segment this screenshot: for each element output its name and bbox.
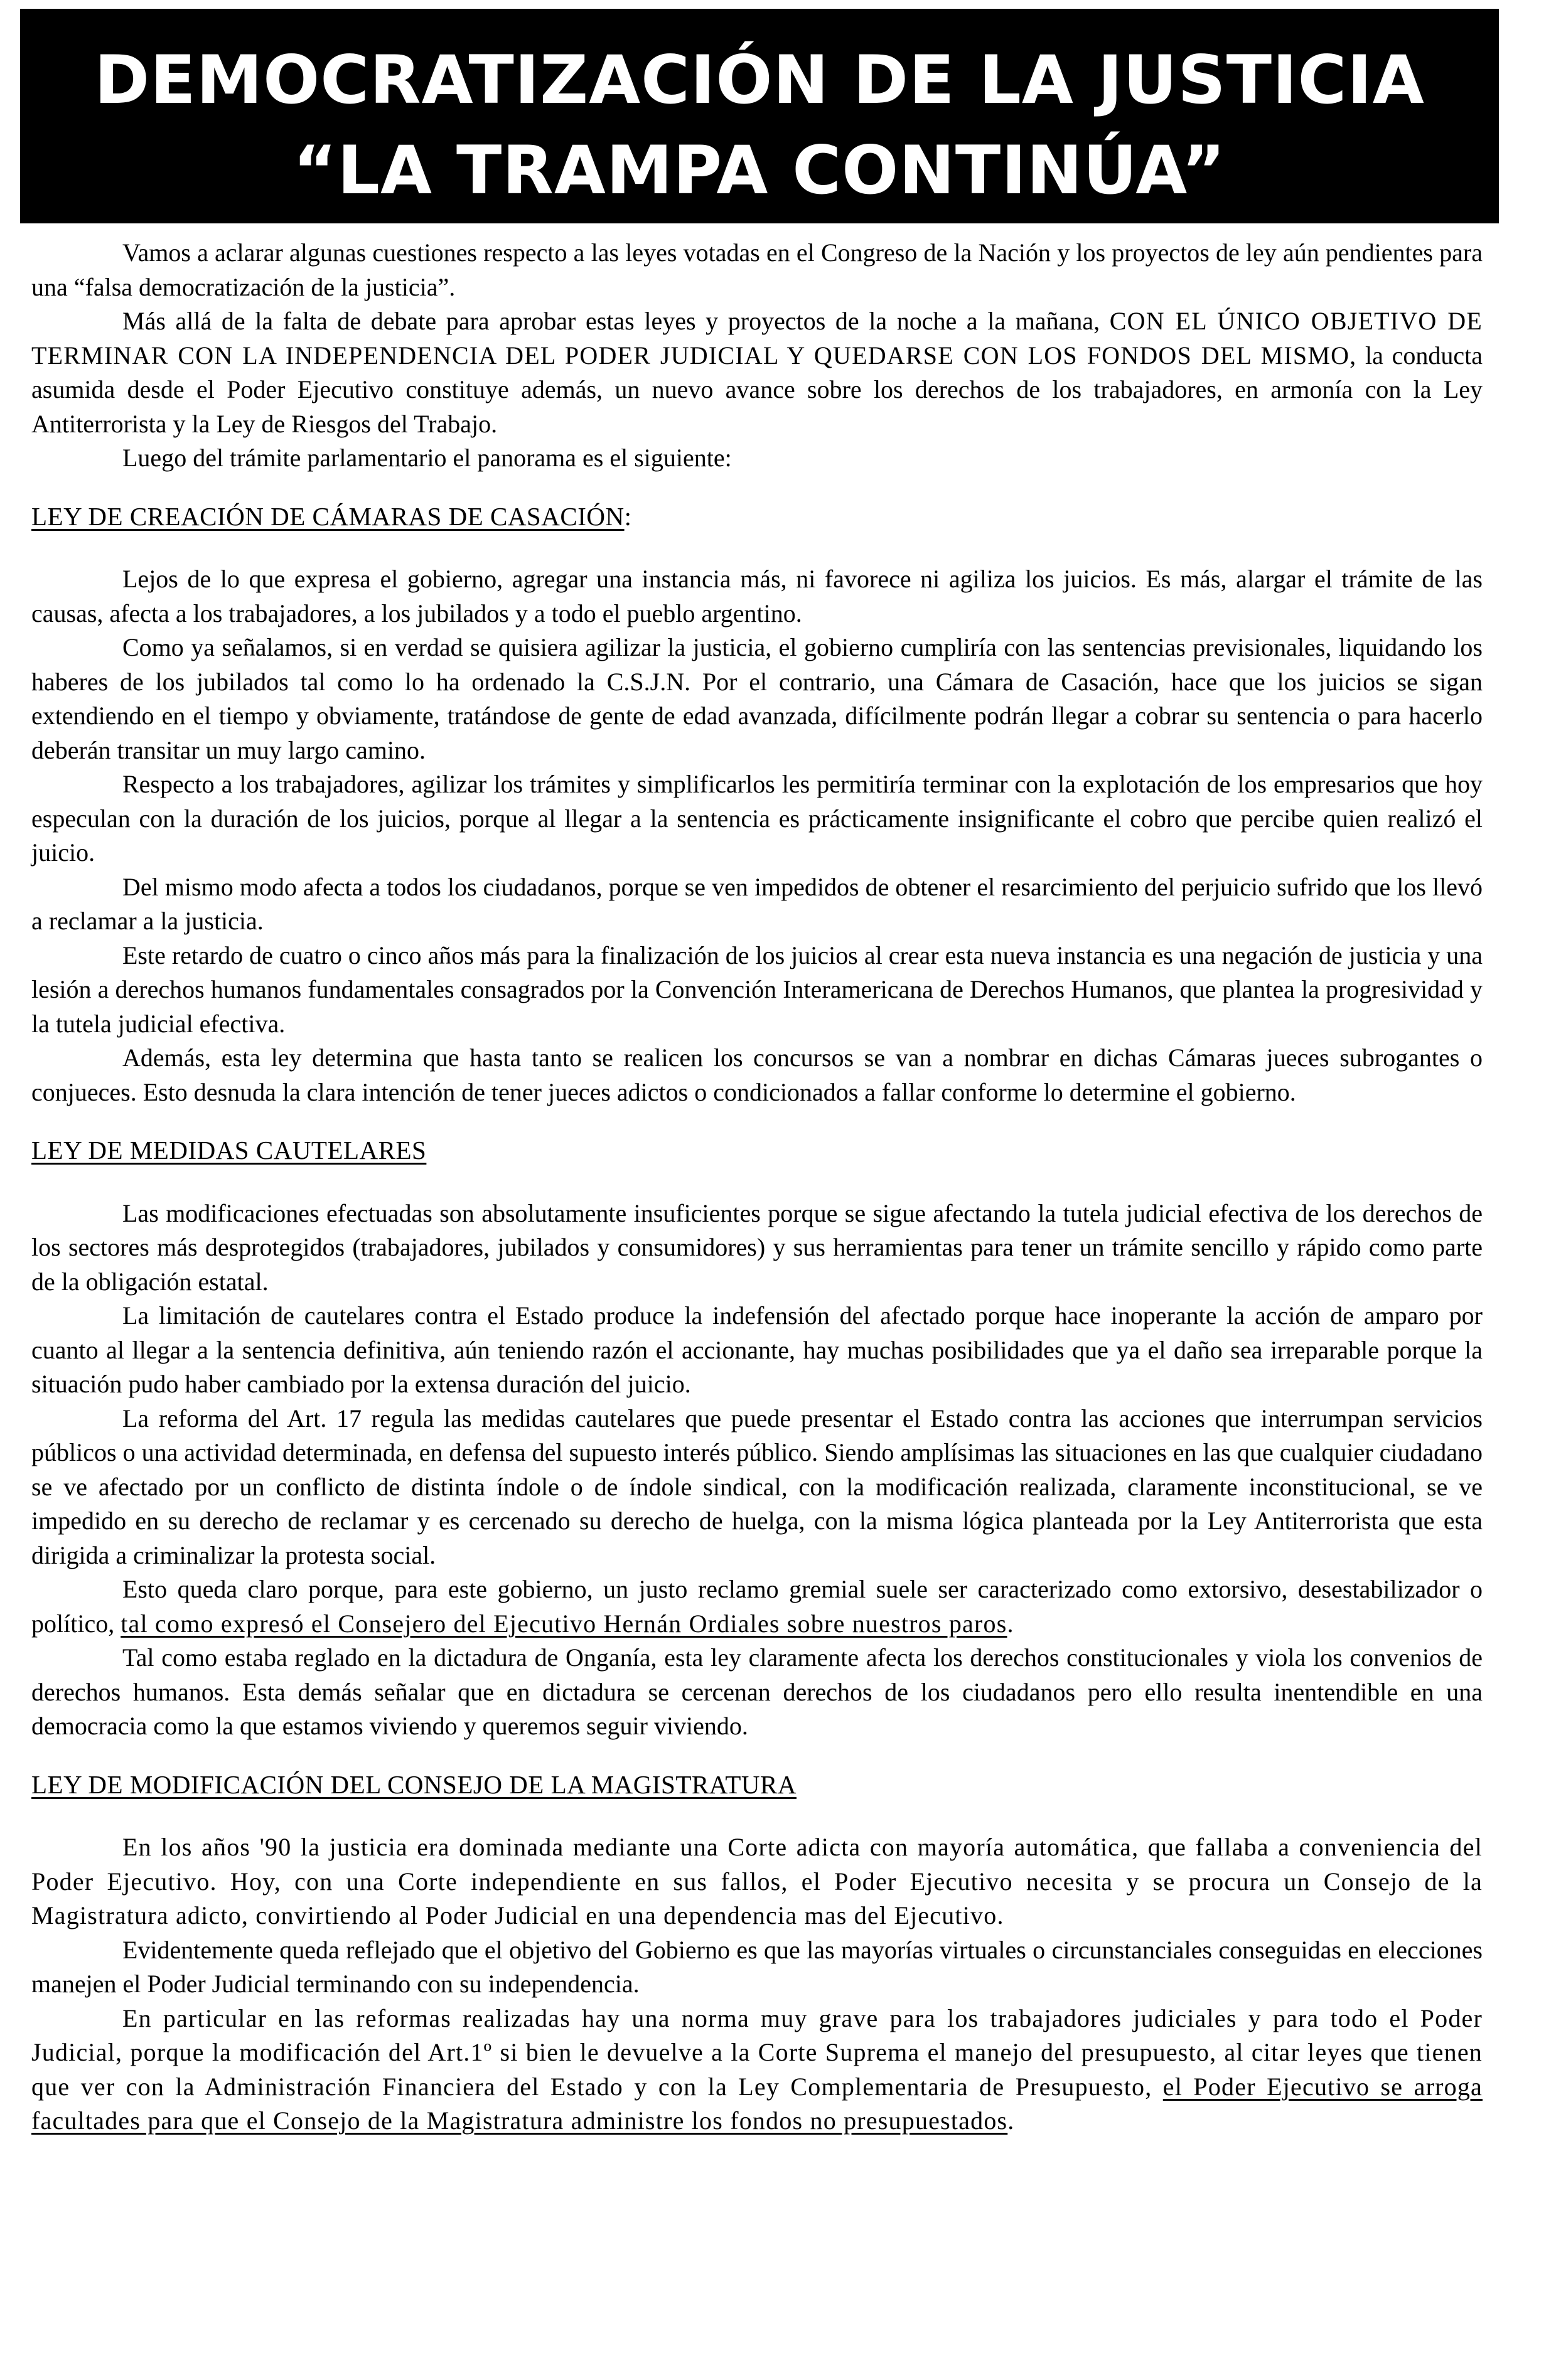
casacion-paragraph-1: Lejos de lo que expresa el gobierno, agregar una instancia más, ni favorece ni agiliza los juicios. Es más, alargar el trámite de las causas, afecta a los trabajadores, a los jubilados y a todo el pueblo argentino. (31, 565, 1483, 627)
section-heading-cautelares: LEY DE MEDIDAS CAUTELARES (31, 1136, 427, 1165)
magistratura-paragraph-2: Evidentemente queda reflejado que el objetivo del Gobierno es que las mayorías virtuales o circunstanciales conseguidas en elecciones manejen el Poder Judicial terminando con su independencia. (31, 1935, 1483, 1998)
intro-paragraph-2 (31, 304, 1483, 441)
magistratura-paragraph-3-underlined: el Poder Ejecutivo se arroga facultades para que el Consejo de la Magistratura administre los fondos no presupuestados (31, 2072, 1483, 2135)
intro-paragraph-1: Vamos a aclarar algunas cuestiones respecto a las leyes votadas en el Congreso de la Nación y los proyectos de ley aún pendientes para una “falsa democratización de la justicia”. (31, 238, 1483, 301)
section-heading-magistratura: LEY DE MODIFICACIÓN DEL CONSEJO DE LA MAGISTRATURA (31, 1769, 797, 1799)
cautelares-paragraph-5: Tal como estaba reglado en la dictadura de Onganía, esta ley claramente afecta los derechos constitucionales y viola los convenios de derechos humanos. Esta demás señalar que en dictadura se cercenan derechos de los ciudadanos pero ello resulta inentendible en una democracia como la que estamos viviendo y queremos seguir viviendo. (31, 1643, 1483, 1740)
article-body (31, 236, 1483, 2138)
cautelares-paragraph-4-text-b: . (1007, 1609, 1014, 1638)
magistratura-paragraph-3-text-b: . (1007, 2106, 1015, 2135)
cautelares-paragraph-2: La limitación de cautelares contra el Estado produce la indefensión del afectado porque hace inoperante la acción de amparo por cuanto al llegar a la sentencia definitiva, aún teniendo razón el accionante, hay muchas posibilidades que ya el daño sea irreparable porque la situación pudo haber cambiado por la extensa duración del juicio. (31, 1301, 1483, 1398)
title-banner (20, 9, 1499, 223)
section-heading-casacion-text: LEY DE CREACIÓN DE CÁMARAS DE CASACIÓN (31, 501, 625, 531)
cautelares-paragraph-3: La reforma del Art. 17 regula las medidas cautelares que puede presentar el Estado contra las acciones que interrumpan servicios públicos o una actividad determinada, en defensa del supuesto interés público. Siendo amplísimas las situaciones en las que cualquier ciudadano se ve afectado por un conflicto de distinta índole o de índole sindical, con la modificación realizada, claramente inconstitucional, se ve impedido en su derecho de reclamar y es cercenado su derecho de huelga, con la misma lógica planteada por la Ley Antiterrorista que esta dirigida a criminalizar la protesta social. (31, 1404, 1483, 1569)
cautelares-paragraph-1: Las modificaciones efectuadas son absolutamente insuficientes porque se sigue afectando la tutela judicial efectiva de los derechos de los sectores más desprotegidos (trabajadores, jubilados y consumidores) y sus herramientas para tener un trámite sencillo y rápido como parte de la obligación estatal. (31, 1198, 1483, 1296)
intro-paragraph-2-caps: CON EL ÚNICO OBJETIVO DE TERMINAR CON LA INDEPENDENCIA DEL PODER JUDICIAL Y QUEDARSE CON LOS FONDOS DEL MISMO, (31, 307, 1483, 370)
intro-paragraph-2-text-a: Más allá de la falta de debate para aprobar estas leyes y proyectos de la noche a la mañana, (122, 307, 1110, 335)
magistratura-paragraph-3-text-a: En particular en las reformas realizadas hay una norma muy grave para los trabajadores judiciales y para todo el Poder Judicial, porque la modificación del Art.1º si bien le devuelve a la Corte Suprema el manejo del presupuesto, al citar leyes que tienen que ver con la Administración Financiera del Estado y con la Ley Complementaria de Presupuesto, (31, 2004, 1483, 2101)
cautelares-paragraph-4 (31, 1572, 1483, 1641)
magistratura-paragraph-1: En los años '90 la justicia era dominada mediante una Corte adicta con mayoría automática, que fallaba a conveniencia del Poder Ejecutivo. Hoy, con una Corte independiente en sus fallos, el Poder Ejecutivo necesita y se procura un Consejo de la Magistratura adicto, convirtiendo al Poder Judicial en una dependencia mas del Ejecutivo. (31, 1833, 1483, 1929)
section-heading-casacion-colon: : (624, 501, 632, 531)
casacion-paragraph-6: Además, esta ley determina que hasta tanto se realicen los concursos se van a nombrar en dichas Cámaras jueces subrogantes o conjueces. Esto desnuda la clara intención de tener jueces adictos o condicionados a fallar conforme lo determine el gobierno. (31, 1043, 1483, 1106)
casacion-paragraph-2: Como ya señalamos, si en verdad se quisiera agilizar la justicia, el gobierno cumpliría con las sentencias previsionales, liquidando los haberes de los jubilados tal como lo ha ordenado la C.S.J.N. Por el contrario, una Cámara de Casación, hace que los juicios se sigan extendiendo en el tiempo y obviamente, tratándose de gente de edad avanzada, difícilmente podrán llegar a cobrar su sentencia o para hacerlo deberán transitar un muy largo camino. (31, 633, 1483, 764)
magistratura-paragraph-3 (31, 2002, 1483, 2138)
casacion-paragraph-4: Del mismo modo afecta a todos los ciudadanos, porque se ven impedidos de obtener el resarcimiento del perjuicio sufrido que los llevó a reclamar a la justicia. (31, 872, 1483, 935)
casacion-paragraph-5: Este retardo de cuatro o cinco años más para la finalización de los juicios al crear esta nueva instancia es una negación de justicia y una lesión a derechos humanos fundamentales consagrados por la Convención Interamericana de Derechos Humanos, que plantea la progresividad y la tutela judicial efectiva. (31, 941, 1483, 1038)
section-heading-casacion (31, 499, 1483, 534)
cautelares-paragraph-4-text-a: Esto queda claro porque, para este gobierno, un justo reclamo gremial suele ser caracterizado como extorsivo, desestabilizador o político, (31, 1575, 1483, 1638)
title-line-1: DEMOCRATIZACIÓN DE LA JUSTICIA (94, 41, 1425, 119)
title-line-2: “LA TRAMPA CONTINÚA” (292, 132, 1226, 209)
intro-paragraph-2-text-b: la conducta asumida desde el Poder Ejecutivo constituye además, un nuevo avance sobre los derechos de los trabajadores, en armonía con la Ley Antiterrorista y la Ley de Riesgos del Trabajo. (31, 341, 1483, 438)
intro-paragraph-3: Luego del trámite parlamentario el panorama es el siguiente: (122, 444, 732, 472)
casacion-paragraph-3: Respecto a los trabajadores, agilizar los trámites y simplificarlos les permitiría terminar con la explotación de los empresarios que hoy especulan con la duración de los juicios, porque al llegar a la sentencia es prácticamente insignificante el cobro que percibe quien realizó el juicio. (31, 770, 1483, 867)
cautelares-paragraph-4-underlined: tal como expresó el Consejero del Ejecutivo Hernán Ordiales sobre nuestros paros (121, 1609, 1007, 1638)
